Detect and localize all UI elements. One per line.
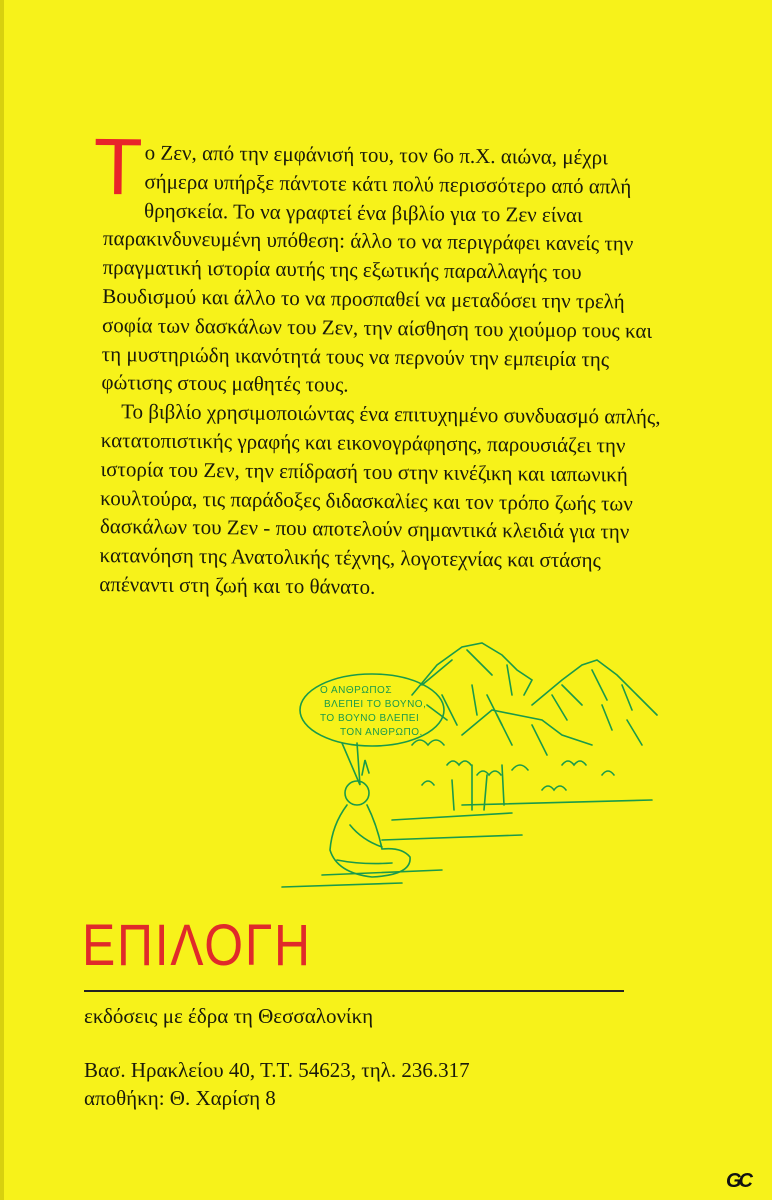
bubble-line-2: ΒΛΕΠΕΙ ΤΟ ΒΟΥΝΟ, (324, 699, 427, 710)
bubble-line-4: ΤΟΝ ΑΝΘΡΩΠΟ. (340, 727, 423, 738)
publisher-address (84, 1056, 470, 1112)
paragraph-1-text: ο Ζεν, από την εμφάνισή του, τον 6ο π.Χ. αιώνα, μέχρι σήμερα υπήρξε πάντοτε κάτι πολύ περισσότερο από απλή θρησκεία. Το να γραφτεί ένα βιβλίο για το Ζεν είναι παρακινδυνευμένη υπόθεση: άλλο το να περιγράφει κανείς την πραγματική ιστορία αυτής της εξωτικής παραλλαγής του Βουδισμού και άλλο το να προσπαθεί να μεταδόσει την τρελή σοφία των δασκάλων του Ζεν, την αίσθηση του χιούμορ τους και τη μυστηριώδη ικανότητά τους να περνούν την εμπειρία της φώτισης στους μαθητές τους. (101, 140, 653, 397)
page-edge (0, 0, 4, 1200)
publisher-name: ΕΠΙΛΟΓΗ (82, 913, 312, 978)
ground (282, 800, 652, 887)
drop-cap: Τ (93, 121, 142, 212)
monk-body (330, 805, 410, 877)
mountain-mid (462, 710, 592, 755)
corner-logo: GC (726, 1170, 750, 1192)
back-cover-text (93, 121, 664, 605)
monk-head (345, 781, 369, 805)
paragraph-2: Το βιβλίο χρησιμοποιώντας ένα επιτυχημένο συνδυασμό απλής, κατατοπιστικής γραφής και εικονογράφησης, παρουσιάζει την ιστορία του Ζεν, την επίδρασή του στην κινέζικη και ιαπωνική κουλτούρα, τις παράδοξες διδασκαλίες και τον τρόπο ζωής των δασκάλων του Ζεν - που αποτελούν σημαντικά κλειδιά για την κατανόηση της Ανατολικής τέχνης, λογοτεχνίας και στάσης απέναντι στη ζωή και το θάνατο. (99, 399, 661, 599)
speech-bubble-tail (342, 743, 360, 785)
address-line-1: Βασ. Ηρακλείου 40, Τ.Τ. 54623, τηλ. 236.317 (84, 1058, 470, 1082)
publisher-tagline: εκδόσεις με έδρα τη Θεσσαλονίκη (84, 1004, 374, 1028)
address-line-2: αποθήκη: Θ. Χαρίση 8 (84, 1086, 276, 1110)
monk-hand (362, 760, 369, 775)
mountain-texture (427, 685, 642, 745)
mountain-right (532, 660, 657, 715)
paragraph-1 (93, 121, 664, 403)
foliage (412, 740, 614, 790)
bubble-line-3: ΤΟ ΒΟΥΝΟ ΒΛΕΠΕΙ (320, 713, 420, 724)
bubble-line-1: Ο ΑΝΘΡΩΠΟΣ (320, 685, 393, 696)
divider-rule (84, 990, 624, 992)
zen-illustration (262, 625, 662, 895)
